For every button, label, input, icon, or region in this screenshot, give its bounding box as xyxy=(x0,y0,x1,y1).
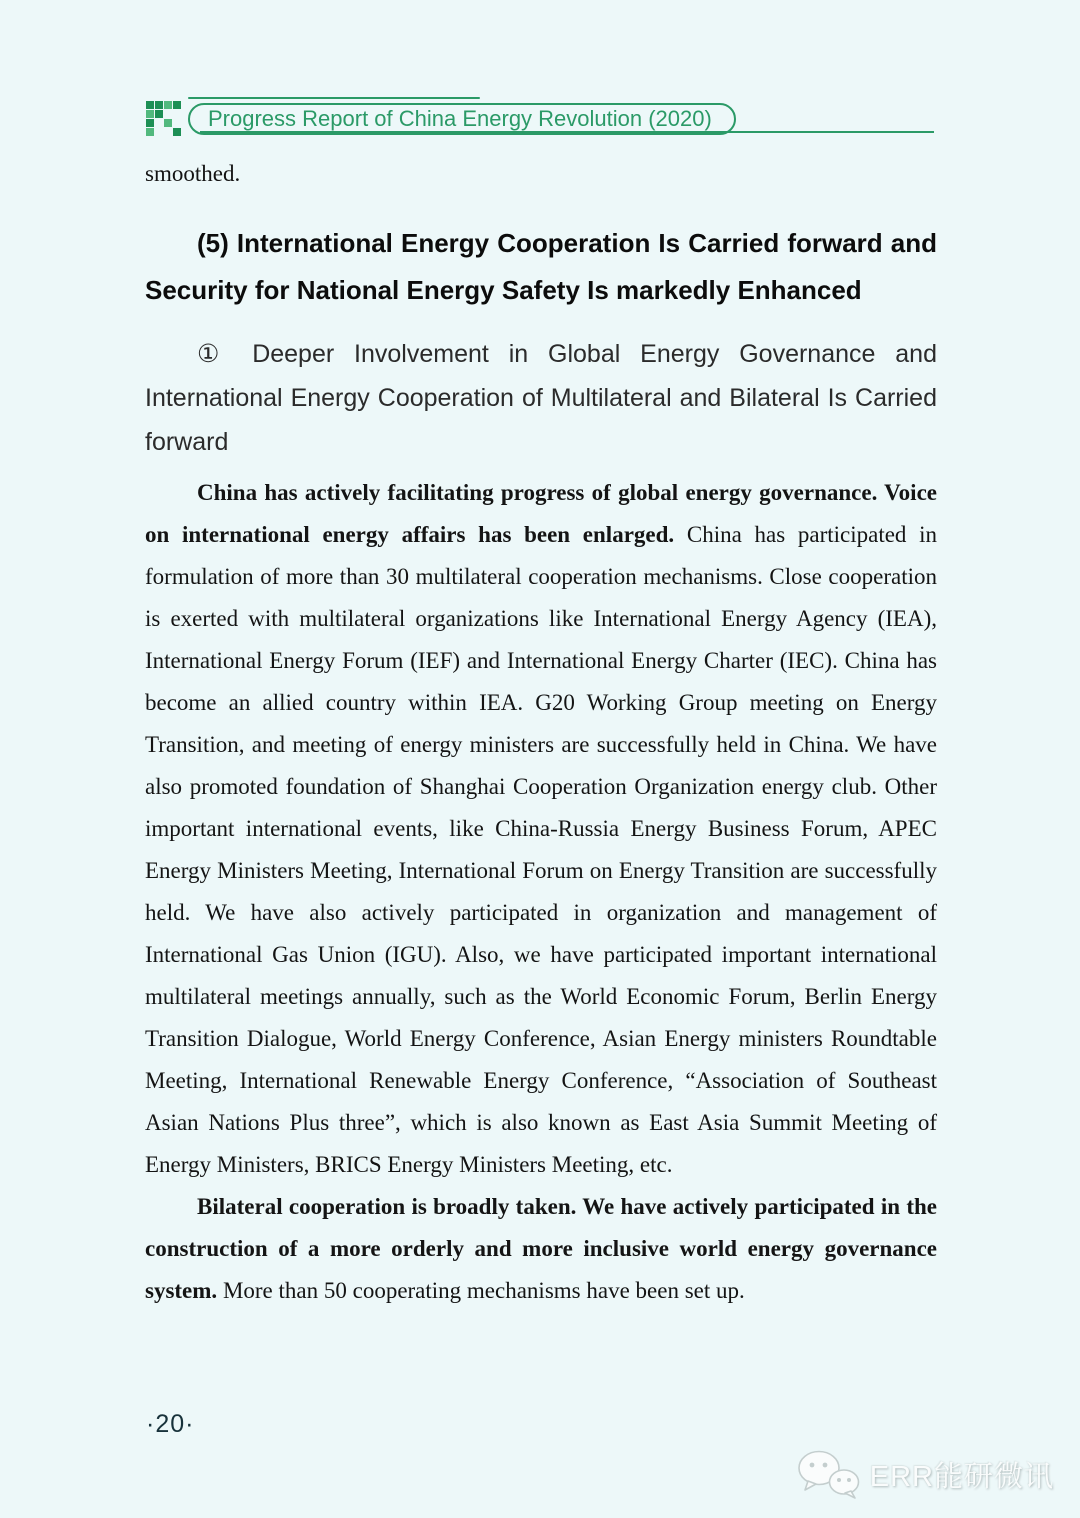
logo-pixel xyxy=(155,110,163,118)
section-heading: (5) International Energy Cooperation Is Carried forward and Security for National Energy Safety Is markedly Enhanced xyxy=(145,228,937,305)
paragraph xyxy=(145,1186,937,1312)
body-paragraphs xyxy=(145,472,937,1312)
watermark xyxy=(796,1448,1054,1500)
logo-pixel xyxy=(146,128,154,136)
logo-pixel xyxy=(164,101,172,109)
page-number: ·20· xyxy=(146,1410,195,1438)
logo-pixel xyxy=(155,128,163,136)
paragraph-text: China has participated in formulation of more than 30 multilateral cooperation mechanisms. Close cooperation is exerted with multilateral organizations like International Energy Agency (IEA), International Energy Forum (IEF) and International Energy Charter (IEC). China has become an allied country within IEA. G20 Working Group meeting on Energy Transition, and meeting of energy ministers are successfully held in China. We have also promoted foundation of Shanghai Cooperation Organization energy club. Other important international events, like China-Russia Energy Business Forum, APEC Energy Ministers Meeting, International Forum on Energy Transition are successfully held. We have also actively participated in organization and management of International Gas Union (IGU). Also, we have participated important international multilateral meetings annually, such as the World Economic Forum, Berlin Energy Transition Dialogue, World Energy Conference, Asian Energy ministers Roundtable Meeting, International Renewable Energy Conference, “Association of Southeast Asian Nations Plus three”, which is also known as East Asia Summit Meeting of Energy Ministers, BRICS Energy Ministers Meeting, etc. xyxy=(145,522,938,1177)
wechat-chat-bubbles-icon xyxy=(796,1448,862,1500)
pixel-grid-logo-icon xyxy=(146,101,181,136)
sub-heading: ① Deeper Involvement in Global Energy Governance and International Energy Cooperation of Multilateral and Bilateral Is Carried forward xyxy=(145,340,937,456)
logo-pixel xyxy=(146,119,154,127)
logo-pixel xyxy=(155,119,163,127)
report-title: Progress Report of China Energy Revolution (2020) xyxy=(208,106,712,131)
page-content xyxy=(145,158,937,1312)
logo-pixel xyxy=(164,110,172,118)
logo-pixel xyxy=(173,119,181,127)
watermark-text: ERR能研微讯 xyxy=(869,1460,1054,1493)
paragraph-text: More than 50 cooperating mechanisms have been set up. xyxy=(222,1278,745,1303)
paragraph-lead-bold: Bilateral cooperation is broadly taken. We have actively participated in the construction of a more orderly and more inclusive world energy governance system. xyxy=(145,1194,937,1303)
header-top-rule xyxy=(188,97,480,99)
logo-pixel xyxy=(164,128,172,136)
paragraph-lead-bold: China has actively facilitating progress of global energy governance. Voice on international energy affairs has been enlarged. xyxy=(145,480,937,547)
logo-pixel xyxy=(146,110,154,118)
logo-pixel xyxy=(164,119,172,127)
logo-pixel xyxy=(173,110,181,118)
carryover-text: smoothed. xyxy=(145,161,241,186)
logo-pixel xyxy=(155,101,163,109)
logo-pixel xyxy=(173,128,181,136)
header-bottom-rule xyxy=(200,131,934,133)
logo-pixel xyxy=(173,101,181,109)
paragraph xyxy=(145,472,937,1186)
logo-pixel xyxy=(146,101,154,109)
